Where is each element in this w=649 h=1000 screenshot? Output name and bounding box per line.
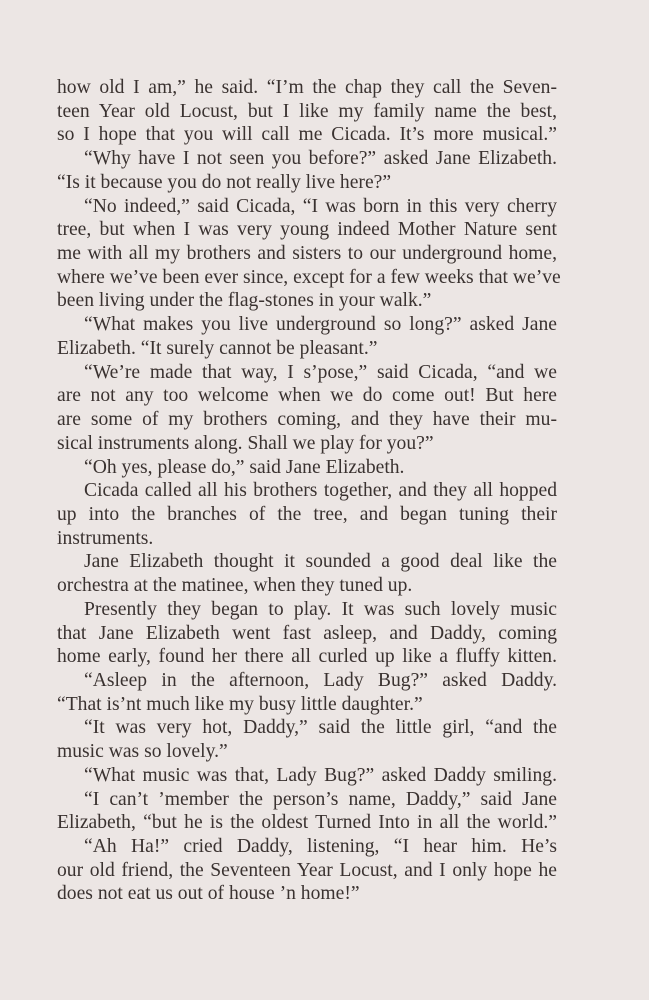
text-line: “We’re made that way, I s’pose,” said Cicada, “and we (84, 361, 557, 383)
text-line: “Is it because you do not really live here?” (57, 171, 392, 193)
text-line: tree, but when I was very young indeed Mother Nature sent (57, 219, 557, 241)
text-line: home early, found her there all curled up like a fluffy kitten. (57, 646, 557, 668)
text-line: “Oh yes, please do,” said Jane Elizabeth. (84, 456, 405, 478)
text-line: sical instruments along. Shall we play for you?” (57, 432, 434, 454)
text-line: Presently they began to play. It was such lovely music (84, 598, 557, 620)
text-line: music was so lovely.” (57, 741, 228, 763)
text-line: “No indeed,” said Cicada, “I was born in this very cherry (84, 195, 557, 217)
text-line: “Asleep in the afternoon, Lady Bug?” asked Daddy. (84, 669, 557, 691)
text-line: Elizabeth. “It surely cannot be pleasant.” (57, 337, 378, 359)
text-line: up into the branches of the tree, and began tuning their (57, 503, 557, 525)
text-line: instruments. (57, 527, 154, 549)
text-line: Jane Elizabeth thought it sounded a good deal like the (84, 551, 557, 573)
text-line: “That is’nt much like my busy little daughter.” (57, 693, 423, 715)
text-line: orchestra at the matinee, when they tuned up. (57, 575, 413, 597)
text-line: “I can’t ’member the person’s name, Daddy,” said Jane (84, 788, 557, 810)
text-line: our old friend, the Seventeen Year Locust, and I only hope he (57, 859, 557, 881)
text-line: are some of my brothers coming, and they have their mu- (57, 409, 557, 431)
text-line: me with all my brothers and sisters to our underground home, (57, 243, 557, 265)
text-line: are not any too welcome when we do come out! But here (57, 385, 557, 407)
text-line: “It was very hot, Daddy,” said the little girl, “and the (84, 717, 557, 739)
text-line: Cicada called all his brothers together, and they all hopped (84, 480, 557, 502)
text-line: Elizabeth, “but he is the oldest Turned Into in all the world.” (57, 812, 557, 834)
text-line: that Jane Elizabeth went fast asleep, and Daddy, coming (57, 622, 557, 644)
text-line: how old I am,” he said. “I’m the chap they call the Seven- (57, 77, 557, 98)
text-line: “Ah Ha!” cried Daddy, listening, “I hear him. He’s (84, 836, 557, 857)
text-line: so I hope that you will call me Cicada. It’s more musical.” (57, 124, 557, 146)
text-line: teen Year old Locust, but I like my family name the best, (57, 100, 557, 122)
text-line: where we’ve been ever since, except for a few weeks that we’ve (57, 266, 561, 288)
text-line: been living under the flag-stones in your walk.” (57, 290, 432, 312)
text-line: “What music was that, Lady Bug?” asked Daddy smiling. (84, 764, 557, 786)
text-line: does not eat us out of house ’n home!” (57, 883, 360, 905)
text-line: “Why have I not seen you before?” asked Jane Elizabeth. (84, 148, 557, 170)
body-text (57, 76, 561, 906)
text-line: “What makes you live underground so long?” asked Jane (84, 314, 557, 336)
